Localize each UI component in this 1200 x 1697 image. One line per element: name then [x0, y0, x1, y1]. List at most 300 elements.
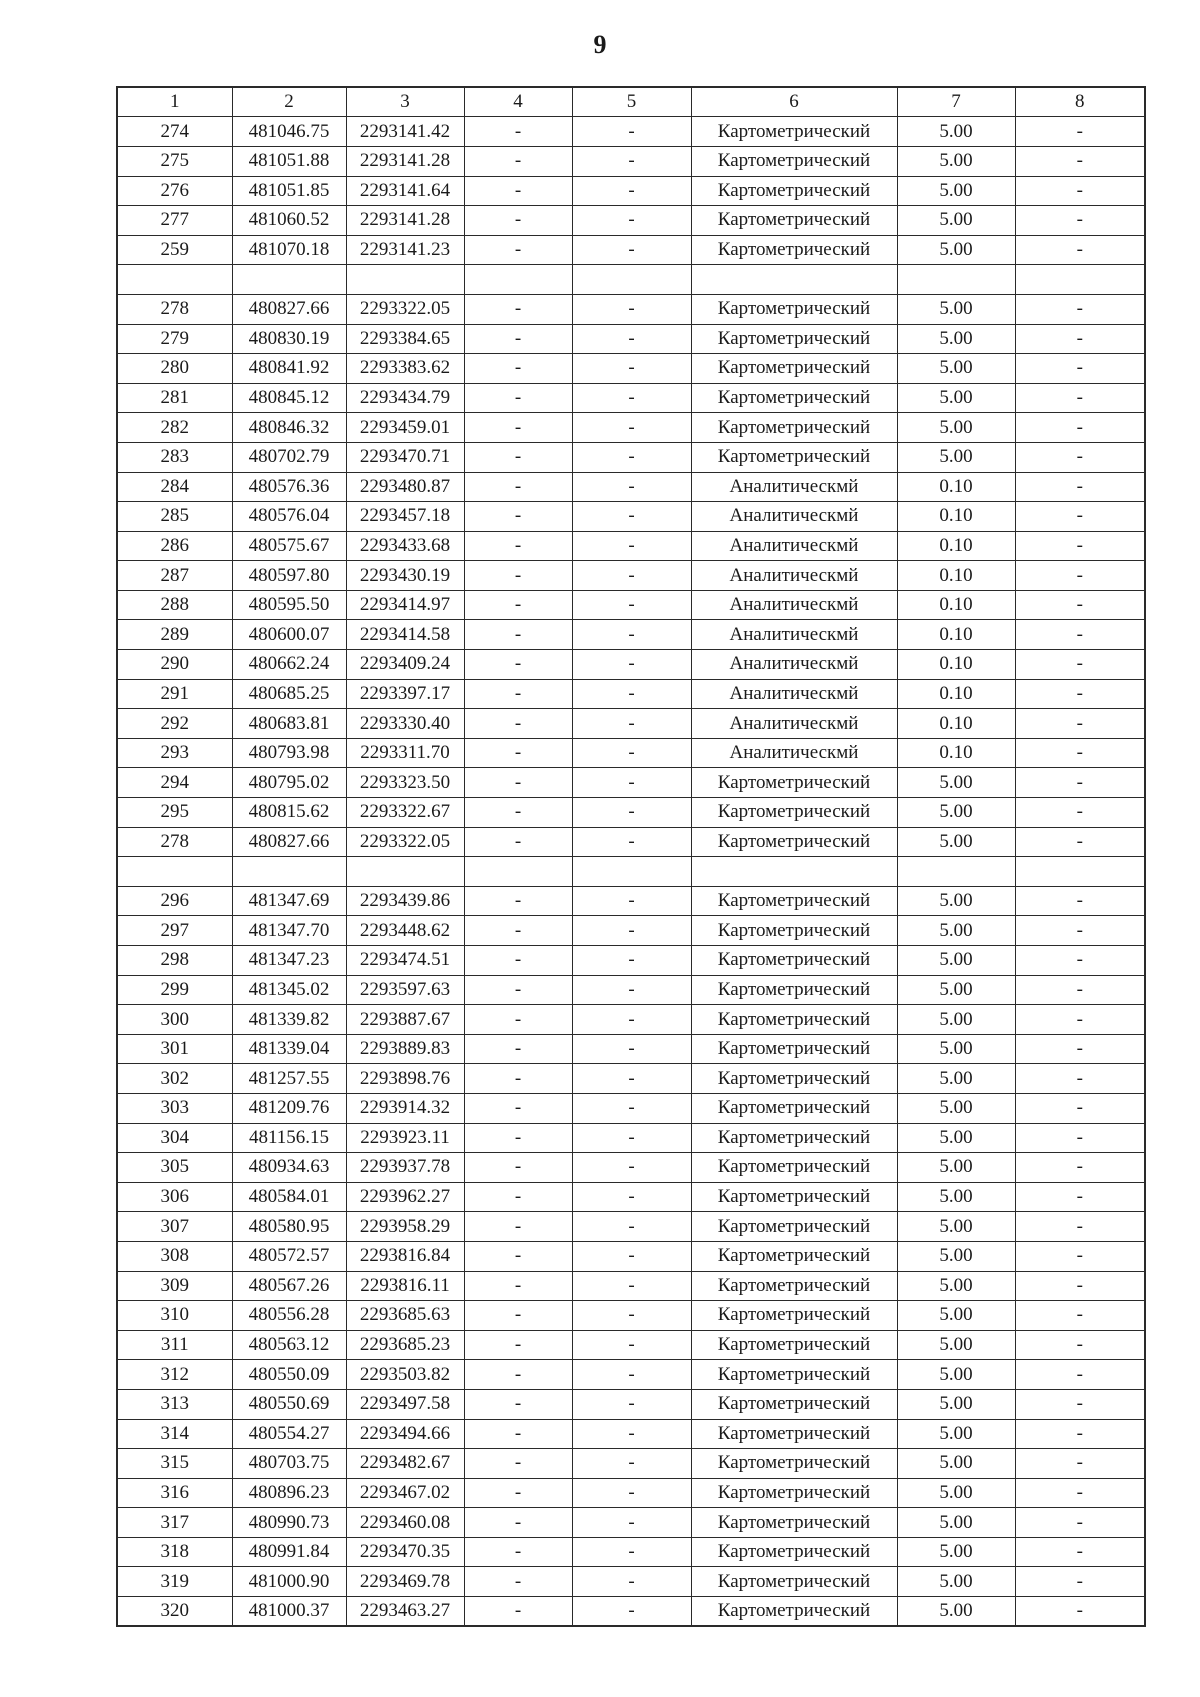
table-cell: -	[464, 235, 572, 265]
table-cell	[1015, 265, 1145, 295]
table-row	[117, 442, 1145, 472]
table-cell: 481347.70	[232, 916, 346, 946]
table-cell: -	[464, 590, 572, 620]
table-cell: 5.00	[897, 886, 1015, 916]
table-cell: -	[464, 1597, 572, 1627]
table-cell: -	[572, 294, 691, 324]
table-cell: -	[1015, 650, 1145, 680]
table-cell: 288	[117, 590, 232, 620]
table-cell: 480703.75	[232, 1449, 346, 1479]
table-cell: 281	[117, 383, 232, 413]
table-cell: -	[572, 1508, 691, 1538]
table-cell: -	[464, 146, 572, 176]
table-cell: -	[572, 502, 691, 532]
table-cell: 2293311.70	[346, 738, 464, 768]
table-cell: -	[572, 442, 691, 472]
table-cell	[464, 857, 572, 887]
table-cell: Аналитическмй	[691, 590, 897, 620]
table-cell: 0.10	[897, 590, 1015, 620]
table-row	[117, 1064, 1145, 1094]
table-row	[117, 1271, 1145, 1301]
table-cell: 2293448.62	[346, 916, 464, 946]
table-row	[117, 1360, 1145, 1390]
table-cell: -	[464, 1093, 572, 1123]
table-cell: 5.00	[897, 206, 1015, 236]
table-cell: -	[1015, 1419, 1145, 1449]
column-header: 5	[572, 87, 691, 117]
table-cell: 295	[117, 798, 232, 828]
table-row	[117, 1597, 1145, 1627]
table-row	[117, 827, 1145, 857]
table-cell: -	[464, 413, 572, 443]
table-cell: -	[572, 1212, 691, 1242]
table-cell: -	[1015, 620, 1145, 650]
table-cell: 2293322.67	[346, 798, 464, 828]
table-cell: 315	[117, 1449, 232, 1479]
table-cell: -	[572, 1093, 691, 1123]
table-cell: -	[572, 324, 691, 354]
table-cell: 481257.55	[232, 1064, 346, 1094]
table-cell: 302	[117, 1064, 232, 1094]
table-cell: 480815.62	[232, 798, 346, 828]
table-cell: 481060.52	[232, 206, 346, 236]
table-cell: 283	[117, 442, 232, 472]
table-cell: 5.00	[897, 1064, 1015, 1094]
table-cell: 5.00	[897, 798, 1015, 828]
table-cell: -	[1015, 383, 1145, 413]
table-cell: -	[572, 472, 691, 502]
table-cell: 294	[117, 768, 232, 798]
table-cell: 304	[117, 1123, 232, 1153]
table-body	[117, 117, 1145, 1627]
table-cell: 274	[117, 117, 232, 147]
table-cell: 306	[117, 1182, 232, 1212]
table-row	[117, 117, 1145, 147]
table-cell: 276	[117, 176, 232, 206]
table-cell: -	[1015, 1241, 1145, 1271]
table-cell: 480580.95	[232, 1212, 346, 1242]
column-header: 2	[232, 87, 346, 117]
table-cell: -	[572, 827, 691, 857]
table-cell: 308	[117, 1241, 232, 1271]
table-cell: -	[572, 1389, 691, 1419]
table-cell: -	[464, 1241, 572, 1271]
table-cell: -	[1015, 146, 1145, 176]
table-cell: 5.00	[897, 1034, 1015, 1064]
table-row	[117, 294, 1145, 324]
table-row	[117, 620, 1145, 650]
table-cell: -	[464, 886, 572, 916]
table-cell: Картометрический	[691, 1271, 897, 1301]
table-cell: -	[464, 502, 572, 532]
table-cell: Картометрический	[691, 354, 897, 384]
table-cell: -	[464, 561, 572, 591]
table-cell: -	[572, 1360, 691, 1390]
table-cell: Аналитическмй	[691, 531, 897, 561]
table-cell: -	[464, 1182, 572, 1212]
table-cell: 5.00	[897, 1419, 1015, 1449]
table-cell: 2293383.62	[346, 354, 464, 384]
table-cell: -	[464, 1271, 572, 1301]
table-cell: 2293482.67	[346, 1449, 464, 1479]
table-cell: 2293685.23	[346, 1330, 464, 1360]
table-cell: -	[572, 146, 691, 176]
table-cell: 303	[117, 1093, 232, 1123]
table-cell: 5.00	[897, 354, 1015, 384]
table-cell: -	[572, 1153, 691, 1183]
table-cell: 480683.81	[232, 709, 346, 739]
table-cell: 287	[117, 561, 232, 591]
table-cell: 5.00	[897, 1005, 1015, 1035]
table-cell: 299	[117, 975, 232, 1005]
table-cell: 296	[117, 886, 232, 916]
table-row	[117, 1093, 1145, 1123]
table-cell: -	[1015, 946, 1145, 976]
table-cell: 316	[117, 1478, 232, 1508]
table-cell: 480550.09	[232, 1360, 346, 1390]
table-cell: 2293898.76	[346, 1064, 464, 1094]
table-cell: 298	[117, 946, 232, 976]
table-cell: 2293409.24	[346, 650, 464, 680]
coordinates-table	[116, 86, 1146, 1627]
table-cell: 0.10	[897, 472, 1015, 502]
table-cell: -	[464, 1537, 572, 1567]
table-cell: 2293330.40	[346, 709, 464, 739]
table-cell: -	[572, 206, 691, 236]
table-cell: Картометрический	[691, 1005, 897, 1035]
table-cell: 305	[117, 1153, 232, 1183]
table-cell: Картометрический	[691, 1360, 897, 1390]
table-cell: 318	[117, 1537, 232, 1567]
table-cell: -	[1015, 561, 1145, 591]
table-cell: -	[1015, 1330, 1145, 1360]
table-cell: -	[464, 768, 572, 798]
table-cell: Аналитическмй	[691, 472, 897, 502]
table-cell: -	[464, 472, 572, 502]
table-cell: -	[572, 738, 691, 768]
table-cell: -	[464, 798, 572, 828]
table-cell: -	[464, 1153, 572, 1183]
table-cell: Аналитическмй	[691, 738, 897, 768]
table-cell: Картометрический	[691, 117, 897, 147]
table-cell: -	[464, 442, 572, 472]
table-cell: 5.00	[897, 1271, 1015, 1301]
table-cell: 5.00	[897, 1449, 1015, 1479]
table-cell	[117, 265, 232, 295]
table-cell: 2293141.42	[346, 117, 464, 147]
table-cell: 480563.12	[232, 1330, 346, 1360]
table-cell: 0.10	[897, 531, 1015, 561]
table-cell: 2293467.02	[346, 1478, 464, 1508]
table-cell: -	[464, 1508, 572, 1538]
table-cell: Картометрический	[691, 1093, 897, 1123]
table-cell: Картометрический	[691, 146, 897, 176]
table-cell: 2293470.35	[346, 1537, 464, 1567]
table-cell: -	[464, 1064, 572, 1094]
table-cell: 2293141.23	[346, 235, 464, 265]
table-row	[117, 1537, 1145, 1567]
table-cell: 280	[117, 354, 232, 384]
table-cell: Картометрический	[691, 206, 897, 236]
table-cell: 480934.63	[232, 1153, 346, 1183]
table-cell: -	[464, 206, 572, 236]
table-cell: -	[572, 235, 691, 265]
table-cell: 5.00	[897, 916, 1015, 946]
table-cell: 480584.01	[232, 1182, 346, 1212]
table-row	[117, 946, 1145, 976]
table-cell: 480556.28	[232, 1301, 346, 1331]
table-cell: 481339.04	[232, 1034, 346, 1064]
table-cell: 5.00	[897, 1389, 1015, 1419]
table-row	[117, 265, 1145, 295]
table-cell: 480567.26	[232, 1271, 346, 1301]
table-cell: 286	[117, 531, 232, 561]
table-row	[117, 975, 1145, 1005]
table-row	[117, 1478, 1145, 1508]
table-cell: 278	[117, 827, 232, 857]
table-cell: 2293962.27	[346, 1182, 464, 1212]
table-cell: 480554.27	[232, 1419, 346, 1449]
table-cell: 2293480.87	[346, 472, 464, 502]
table-cell: 5.00	[897, 442, 1015, 472]
table-cell: -	[572, 768, 691, 798]
table-cell: Картометрический	[691, 1034, 897, 1064]
table-row	[117, 235, 1145, 265]
table-cell: -	[572, 650, 691, 680]
table-cell: -	[1015, 1449, 1145, 1479]
table-cell: 2293923.11	[346, 1123, 464, 1153]
table-cell: 290	[117, 650, 232, 680]
table-cell: 480830.19	[232, 324, 346, 354]
table-cell: 480793.98	[232, 738, 346, 768]
table-cell: Картометрический	[691, 1212, 897, 1242]
table-cell: 285	[117, 502, 232, 532]
table-cell: 481345.02	[232, 975, 346, 1005]
table-cell: 293	[117, 738, 232, 768]
table-cell: 5.00	[897, 768, 1015, 798]
table-cell: Картометрический	[691, 827, 897, 857]
table-cell: Картометрический	[691, 1449, 897, 1479]
table-cell: -	[572, 1419, 691, 1449]
table-cell: 5.00	[897, 324, 1015, 354]
table-cell: -	[464, 354, 572, 384]
table-row	[117, 354, 1145, 384]
table-cell: 2293463.27	[346, 1597, 464, 1627]
column-header: 8	[1015, 87, 1145, 117]
table-cell: 2293457.18	[346, 502, 464, 532]
table-cell: -	[1015, 827, 1145, 857]
table-cell: 480841.92	[232, 354, 346, 384]
table-cell: -	[464, 1034, 572, 1064]
table-cell: -	[1015, 1537, 1145, 1567]
table-cell: -	[1015, 1212, 1145, 1242]
table-cell: Аналитическмй	[691, 620, 897, 650]
table-cell: -	[464, 975, 572, 1005]
table-cell: -	[464, 176, 572, 206]
table-row	[117, 679, 1145, 709]
table-cell: 314	[117, 1419, 232, 1449]
table-cell: 5.00	[897, 1508, 1015, 1538]
table-cell: Картометрический	[691, 1567, 897, 1597]
table-cell: 2293958.29	[346, 1212, 464, 1242]
table-cell: 2293414.97	[346, 590, 464, 620]
table-cell: 2293597.63	[346, 975, 464, 1005]
table-cell: -	[464, 827, 572, 857]
table-cell: 5.00	[897, 1360, 1015, 1390]
table-cell: -	[572, 413, 691, 443]
table-cell: 2293503.82	[346, 1360, 464, 1390]
table-cell: 5.00	[897, 235, 1015, 265]
table-cell: 2293322.05	[346, 294, 464, 324]
table-cell: 2293816.11	[346, 1271, 464, 1301]
table-cell: 292	[117, 709, 232, 739]
column-header: 7	[897, 87, 1015, 117]
table-cell	[346, 265, 464, 295]
table-cell: 480845.12	[232, 383, 346, 413]
table-cell: 480896.23	[232, 1478, 346, 1508]
table-cell: 313	[117, 1389, 232, 1419]
table-cell: 2293887.67	[346, 1005, 464, 1035]
table-cell: -	[572, 1241, 691, 1271]
table-cell: -	[1015, 1478, 1145, 1508]
table-cell: Картометрический	[691, 768, 897, 798]
table-cell: 481209.76	[232, 1093, 346, 1123]
table-row	[117, 738, 1145, 768]
table-cell: 0.10	[897, 738, 1015, 768]
table-cell: 480576.36	[232, 472, 346, 502]
table-cell: 480685.25	[232, 679, 346, 709]
table-cell: -	[572, 1005, 691, 1035]
table-cell: 2293459.01	[346, 413, 464, 443]
table-cell: 275	[117, 146, 232, 176]
table-cell: -	[464, 294, 572, 324]
table-cell: 2293494.66	[346, 1419, 464, 1449]
table-cell: -	[572, 1567, 691, 1597]
table-cell: 480990.73	[232, 1508, 346, 1538]
table-cell: Картометрический	[691, 442, 897, 472]
table-cell: -	[1015, 1123, 1145, 1153]
table-cell: Аналитическмй	[691, 502, 897, 532]
table-cell: 282	[117, 413, 232, 443]
table-cell: 2293469.78	[346, 1567, 464, 1597]
table-cell: 481051.85	[232, 176, 346, 206]
table-cell: -	[464, 1005, 572, 1035]
table-cell: Картометрический	[691, 1301, 897, 1331]
table-cell: -	[464, 1567, 572, 1597]
table-cell: 5.00	[897, 1212, 1015, 1242]
table-cell: Картометрический	[691, 1597, 897, 1627]
table-cell: -	[1015, 709, 1145, 739]
table-cell: 480597.80	[232, 561, 346, 591]
table-cell: 0.10	[897, 561, 1015, 591]
table-row	[117, 383, 1145, 413]
table-cell: -	[464, 1123, 572, 1153]
table-cell: 5.00	[897, 146, 1015, 176]
table-cell: -	[464, 531, 572, 561]
table-cell: 2293141.28	[346, 146, 464, 176]
table-cell: 481347.69	[232, 886, 346, 916]
table-cell: 5.00	[897, 1153, 1015, 1183]
table-cell: -	[464, 1449, 572, 1479]
table-row	[117, 1567, 1145, 1597]
table-cell	[897, 265, 1015, 295]
table-cell: 5.00	[897, 176, 1015, 206]
table-cell: Картометрический	[691, 294, 897, 324]
table-cell: 320	[117, 1597, 232, 1627]
table-cell: 480572.57	[232, 1241, 346, 1271]
table-row	[117, 502, 1145, 532]
table-cell: 2293433.68	[346, 531, 464, 561]
table-cell: -	[464, 1419, 572, 1449]
table-cell: 0.10	[897, 502, 1015, 532]
table-cell: Картометрический	[691, 946, 897, 976]
table-cell	[897, 857, 1015, 887]
table-cell: Картометрический	[691, 1419, 897, 1449]
table-cell: 2293889.83	[346, 1034, 464, 1064]
table-cell: Картометрический	[691, 1064, 897, 1094]
table-row	[117, 1508, 1145, 1538]
table-cell: -	[1015, 1064, 1145, 1094]
table-cell: Картометрический	[691, 1508, 897, 1538]
table-cell: 0.10	[897, 679, 1015, 709]
table-cell: 2293434.79	[346, 383, 464, 413]
table-cell: -	[1015, 1508, 1145, 1538]
column-header: 4	[464, 87, 572, 117]
table-cell: -	[1015, 176, 1145, 206]
table-cell	[464, 265, 572, 295]
table-row	[117, 324, 1145, 354]
table-cell: -	[1015, 413, 1145, 443]
table-cell: 481347.23	[232, 946, 346, 976]
column-header: 1	[117, 87, 232, 117]
table-cell: -	[464, 1330, 572, 1360]
table-row	[117, 650, 1145, 680]
table-cell: -	[1015, 1597, 1145, 1627]
table-cell: -	[572, 383, 691, 413]
table-cell: -	[1015, 206, 1145, 236]
table-cell: Картометрический	[691, 383, 897, 413]
table-cell: -	[572, 1478, 691, 1508]
table-cell: 5.00	[897, 1567, 1015, 1597]
table-row	[117, 886, 1145, 916]
table-cell: -	[572, 709, 691, 739]
table-cell: 481000.37	[232, 1597, 346, 1627]
table-cell: -	[1015, 1005, 1145, 1035]
table-cell: 481000.90	[232, 1567, 346, 1597]
table-cell: -	[1015, 1153, 1145, 1183]
table-cell: -	[464, 916, 572, 946]
table-cell: -	[1015, 117, 1145, 147]
table-cell: -	[1015, 1271, 1145, 1301]
table-cell: -	[1015, 1567, 1145, 1597]
table-cell: 310	[117, 1301, 232, 1331]
table-cell: 301	[117, 1034, 232, 1064]
table-row	[117, 531, 1145, 561]
table-row	[117, 1449, 1145, 1479]
table-cell: 2293397.17	[346, 679, 464, 709]
table-cell: -	[1015, 502, 1145, 532]
table-cell: Картометрический	[691, 1389, 897, 1419]
table-cell: 480576.04	[232, 502, 346, 532]
table-cell: 2293439.86	[346, 886, 464, 916]
table-cell: 480575.67	[232, 531, 346, 561]
table-cell: 480795.02	[232, 768, 346, 798]
page-number: 9	[593, 30, 607, 59]
table-row	[117, 1330, 1145, 1360]
table-cell: 2293937.78	[346, 1153, 464, 1183]
table-cell: 300	[117, 1005, 232, 1035]
table-cell: -	[1015, 1182, 1145, 1212]
